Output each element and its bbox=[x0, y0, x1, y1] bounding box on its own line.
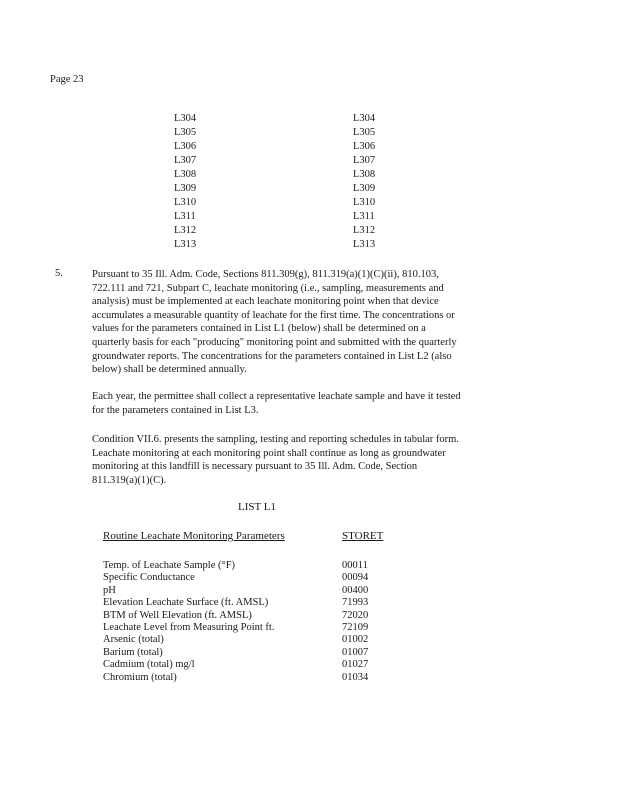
xref-left-cell: L307 bbox=[174, 155, 197, 166]
section-number: 5. bbox=[55, 268, 63, 279]
storet-column-header: STORET bbox=[342, 530, 384, 542]
list-title: LIST L1 bbox=[238, 501, 276, 513]
xref-left-cell: L306 bbox=[174, 141, 197, 152]
xref-right-cell: L306 bbox=[353, 141, 376, 152]
storet-code: 00011 bbox=[342, 560, 368, 571]
parameter-column-header: Routine Leachate Monitoring Parameters bbox=[103, 530, 285, 542]
xref-right-cell: L313 bbox=[353, 239, 376, 250]
parameter-name: Specific Conductance bbox=[103, 572, 195, 583]
xref-right-cell: L310 bbox=[353, 197, 376, 208]
xref-left-cell: L308 bbox=[174, 169, 197, 180]
xref-right-cell: L311 bbox=[353, 211, 375, 222]
parameter-name: Barium (total) bbox=[103, 647, 163, 658]
xref-left-cell: L310 bbox=[174, 197, 197, 208]
xref-left-cell: L309 bbox=[174, 183, 197, 194]
storet-code: 71993 bbox=[342, 597, 369, 608]
storet-code: 01007 bbox=[342, 647, 369, 658]
xref-right-cell: L307 bbox=[353, 155, 376, 166]
xref-left-cell: L305 bbox=[174, 127, 197, 138]
parameter-name: BTM of Well Elevation (ft. AMSL) bbox=[103, 610, 252, 621]
storet-code: 00400 bbox=[342, 585, 369, 596]
parameter-name: Leachate Level from Measuring Point ft. bbox=[103, 622, 275, 633]
xref-right-cell: L308 bbox=[353, 169, 376, 180]
parameter-name: Chromium (total) bbox=[103, 672, 177, 683]
section-paragraph-2: Each year, the permittee shall collect a representative leachate sample and have it tested for the parameters contained in List L3. bbox=[92, 391, 461, 416]
storet-code: 00094 bbox=[342, 572, 369, 583]
page-number: Page 23 bbox=[50, 74, 84, 85]
xref-left-cell: L312 bbox=[174, 225, 197, 236]
parameter-name: pH bbox=[103, 585, 116, 596]
xref-left-cell: L311 bbox=[174, 211, 196, 222]
storet-code: 72109 bbox=[342, 622, 369, 633]
parameter-name: Temp. of Leachate Sample (°F) bbox=[103, 560, 236, 571]
storet-code: 01002 bbox=[342, 634, 369, 645]
xref-right-cell: L304 bbox=[353, 113, 376, 124]
storet-code: 72020 bbox=[342, 610, 369, 621]
parameter-name: Cadmium (total) mg/l bbox=[103, 659, 195, 670]
xref-right-cell: L309 bbox=[353, 183, 376, 194]
xref-right-cell: L312 bbox=[353, 225, 376, 236]
parameter-name: Elevation Leachate Surface (ft. AMSL) bbox=[103, 597, 269, 608]
xref-left-cell: L304 bbox=[174, 113, 197, 124]
parameter-name: Arsenic (total) bbox=[103, 634, 164, 645]
xref-left-cell: L313 bbox=[174, 239, 197, 250]
xref-right-cell: L305 bbox=[353, 127, 376, 138]
section-paragraph-3: Condition VII.6. presents the sampling, testing and reporting schedules in tabular form. Leachate monitoring at each monitoring point shall continue as long as groundwater monitoring at this landfill is necessary pursuant to 35 Ill. Adm. Code, Section 811.319(a)(1)(C). bbox=[92, 434, 459, 486]
storet-code: 01027 bbox=[342, 659, 369, 670]
storet-code: 01034 bbox=[342, 672, 369, 683]
section-paragraph-1: Pursuant to 35 Ill. Adm. Code, Sections 811.309(g), 811.319(a)(1)(C)(ii), 810.103, 722.111 and 721, Subpart C, leachate monitoring (i.e., sampling, measurements and analysis) must be implemented at each leachate monitoring point when that device accumulates a measurable quantity of leachate for the first time. The concentrations or values for the parameters contained in List L1 (below) shall be determined on a quarterly basis for each "producing" monitoring point and submitted with the quarterly groundwater reports. The concentrations for the parameters contained in List L2 (also below) shall be determined annually. bbox=[92, 269, 457, 376]
